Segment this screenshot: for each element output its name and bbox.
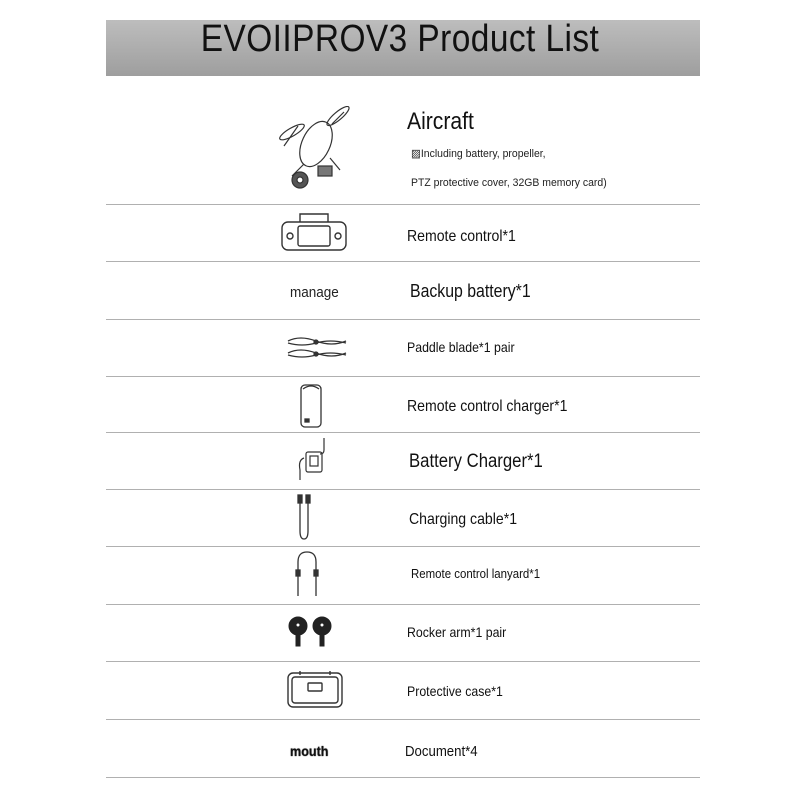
page-title: EVOIIPROV3 Product List [200, 18, 600, 60]
list-item-backup-battery [106, 261, 700, 320]
item-note: ▨Including battery, propeller, [411, 148, 546, 160]
item-label: Rocker arm*1 pair [407, 624, 507, 640]
drone-icon [278, 106, 358, 196]
list-item-charging-cable [106, 489, 700, 547]
item-label: Charging cable*1 [409, 511, 518, 528]
list-item-battery-charger [106, 432, 700, 490]
item-label: Protective case*1 [407, 683, 503, 699]
list-item-rocker-arm [106, 604, 700, 662]
item-label: Remote control lanyard*1 [411, 566, 541, 581]
list-item-protective-case [106, 661, 700, 720]
item-label: Paddle blade*1 pair [407, 339, 515, 355]
list-item-remote-control-charger [106, 376, 700, 433]
battery-charger-icon [296, 436, 332, 482]
item-label: Battery Charger*1 [409, 451, 543, 472]
item-icon-text: mouth [290, 743, 329, 759]
list-item-remote-control [106, 204, 700, 262]
charger-icon [299, 381, 323, 429]
item-label: Remote control charger*1 [407, 398, 568, 415]
item-label: Remote control*1 [407, 228, 516, 245]
remote-controller-icon [280, 212, 348, 254]
joystick-sticks-icon [288, 616, 332, 652]
list-item-paddle-blade [106, 319, 700, 377]
item-label: Backup battery*1 [410, 281, 531, 301]
list-item-aircraft [106, 100, 700, 205]
item-label: Document*4 [405, 743, 478, 760]
item-label: Aircraft [407, 108, 474, 135]
lanyard-icon [293, 550, 321, 600]
propeller-blades-icon [286, 335, 348, 361]
list-item-document [106, 719, 700, 778]
item-note: PTZ protective cover, 32GB memory card) [411, 177, 607, 189]
charging-cable-icon [294, 493, 314, 543]
protective-case-icon [286, 669, 344, 711]
list-item-lanyard [106, 546, 700, 605]
item-icon-text: manage [290, 284, 339, 301]
